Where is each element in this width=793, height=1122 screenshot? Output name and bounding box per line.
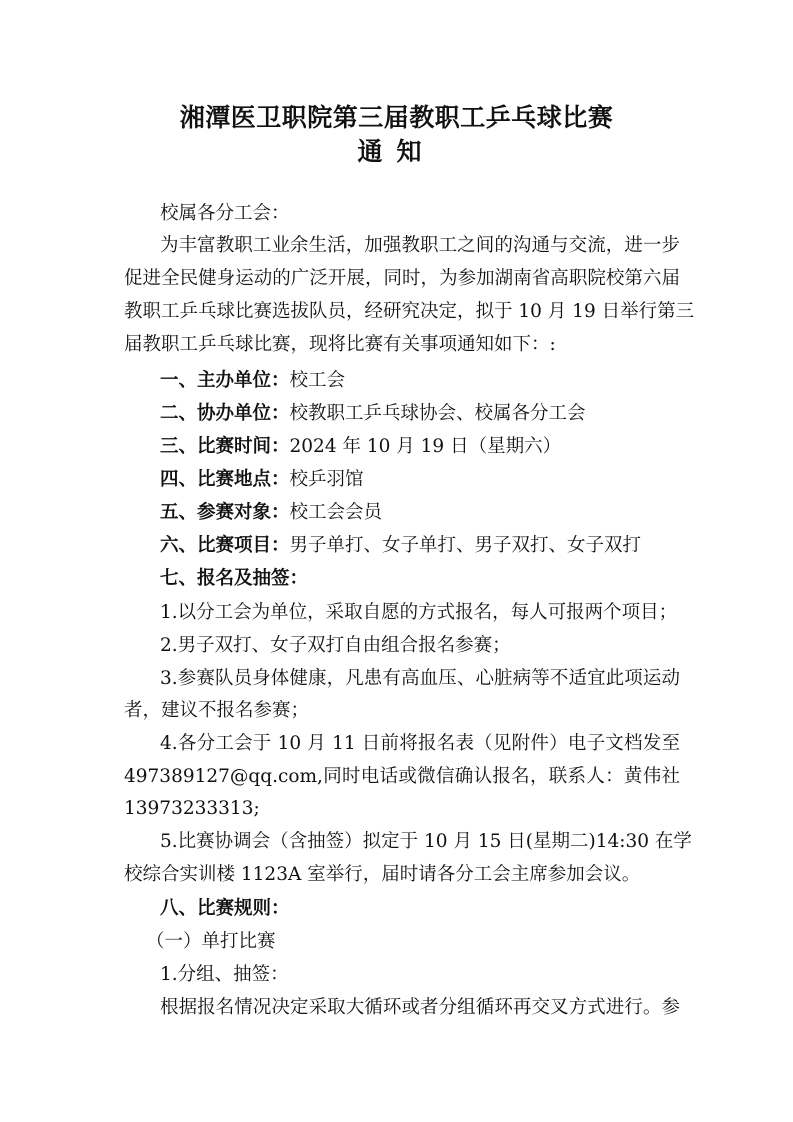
intro-line: 促进全民健身运动的广泛开展，同时，为参加湖南省高职院校第六届: [124, 268, 680, 289]
section-label: 二、协办单位：: [160, 403, 290, 424]
section-venue: [160, 467, 680, 493]
registration-item: 1.以分工会为单位，采取自愿的方式报名，每人可报两个项目；: [160, 602, 678, 623]
section-participants: [160, 500, 680, 526]
section-value: 男子单打、女子单打、男子双打、女子双打: [289, 535, 642, 556]
document-subtitle: 通知: [357, 137, 436, 166]
registration-item: 5.比赛协调会（含抽签）拟定于 10 月 15 日(星期二)14:30 在学: [160, 831, 692, 852]
section-value: 校工会会员: [289, 502, 383, 523]
intro-line: 为丰富教职工业余生活，加强教职工之间的沟通与交流，进一步: [160, 235, 680, 256]
registration-item: 497389127@qq.com,同时电话或微信确认报名，联系人：黄伟社: [124, 766, 680, 787]
rules-subheading: （一）单打比赛: [146, 931, 276, 952]
document-title: 湘潭医卫职院第三届教职工乒乓球比赛: [179, 103, 614, 132]
rules-heading: 八、比赛规则：: [160, 898, 290, 919]
section-value: 校工会: [289, 370, 346, 391]
registration-item: 校综合实训楼 1123A 室举行，届时请各分工会主席参加会议。: [124, 864, 641, 885]
section-organizer: [160, 368, 680, 394]
section-value: 校教职工乒乓球协会、校属各分工会: [289, 403, 586, 424]
rules-text: 根据报名情况决定采取大循环或者分组循环再交叉方式进行。参: [160, 997, 680, 1018]
registration-item: 4.各分工会于 10 月 11 日前将报名表（见附件）电子文档发至: [160, 733, 680, 754]
section-events: [160, 533, 680, 559]
section-co-organizer: [160, 401, 680, 427]
section-label: 一、主办单位：: [160, 370, 290, 391]
section-label: 四、比赛地点：: [160, 469, 290, 490]
section-label: 三、比赛时间：: [160, 436, 290, 457]
intro-line: 教职工乒乓球比赛选拔队员，经研究决定，拟于 10 月 19 日举行第三: [124, 301, 695, 322]
rules-item: 1.分组、抽签：: [160, 964, 289, 985]
salutation: 校属各分工会：: [160, 203, 290, 224]
section-value: 2024 年 10 月 19 日（星期六）: [289, 436, 562, 457]
section-label: 七、报名及抽签：: [160, 568, 309, 589]
intro-line: 届教职工乒乓球比赛，现将比赛有关事项通知如下：:: [124, 334, 556, 355]
section-registration: [160, 566, 680, 592]
section-label: 六、比赛项目：: [160, 535, 290, 556]
registration-item: 2.男子双打、女子双打自由组合报名参赛；: [160, 635, 511, 656]
registration-item: 者，建议不报名参赛；: [124, 700, 310, 721]
section-label: 五、参赛对象：: [160, 502, 290, 523]
registration-item: 3.参赛队员身体健康，凡患有高血压、心脏病等不适宜此项运动: [160, 668, 680, 689]
registration-item: 13973233313;: [124, 798, 260, 819]
section-value: 校乒羽馆: [289, 469, 364, 490]
section-time: [160, 434, 680, 460]
